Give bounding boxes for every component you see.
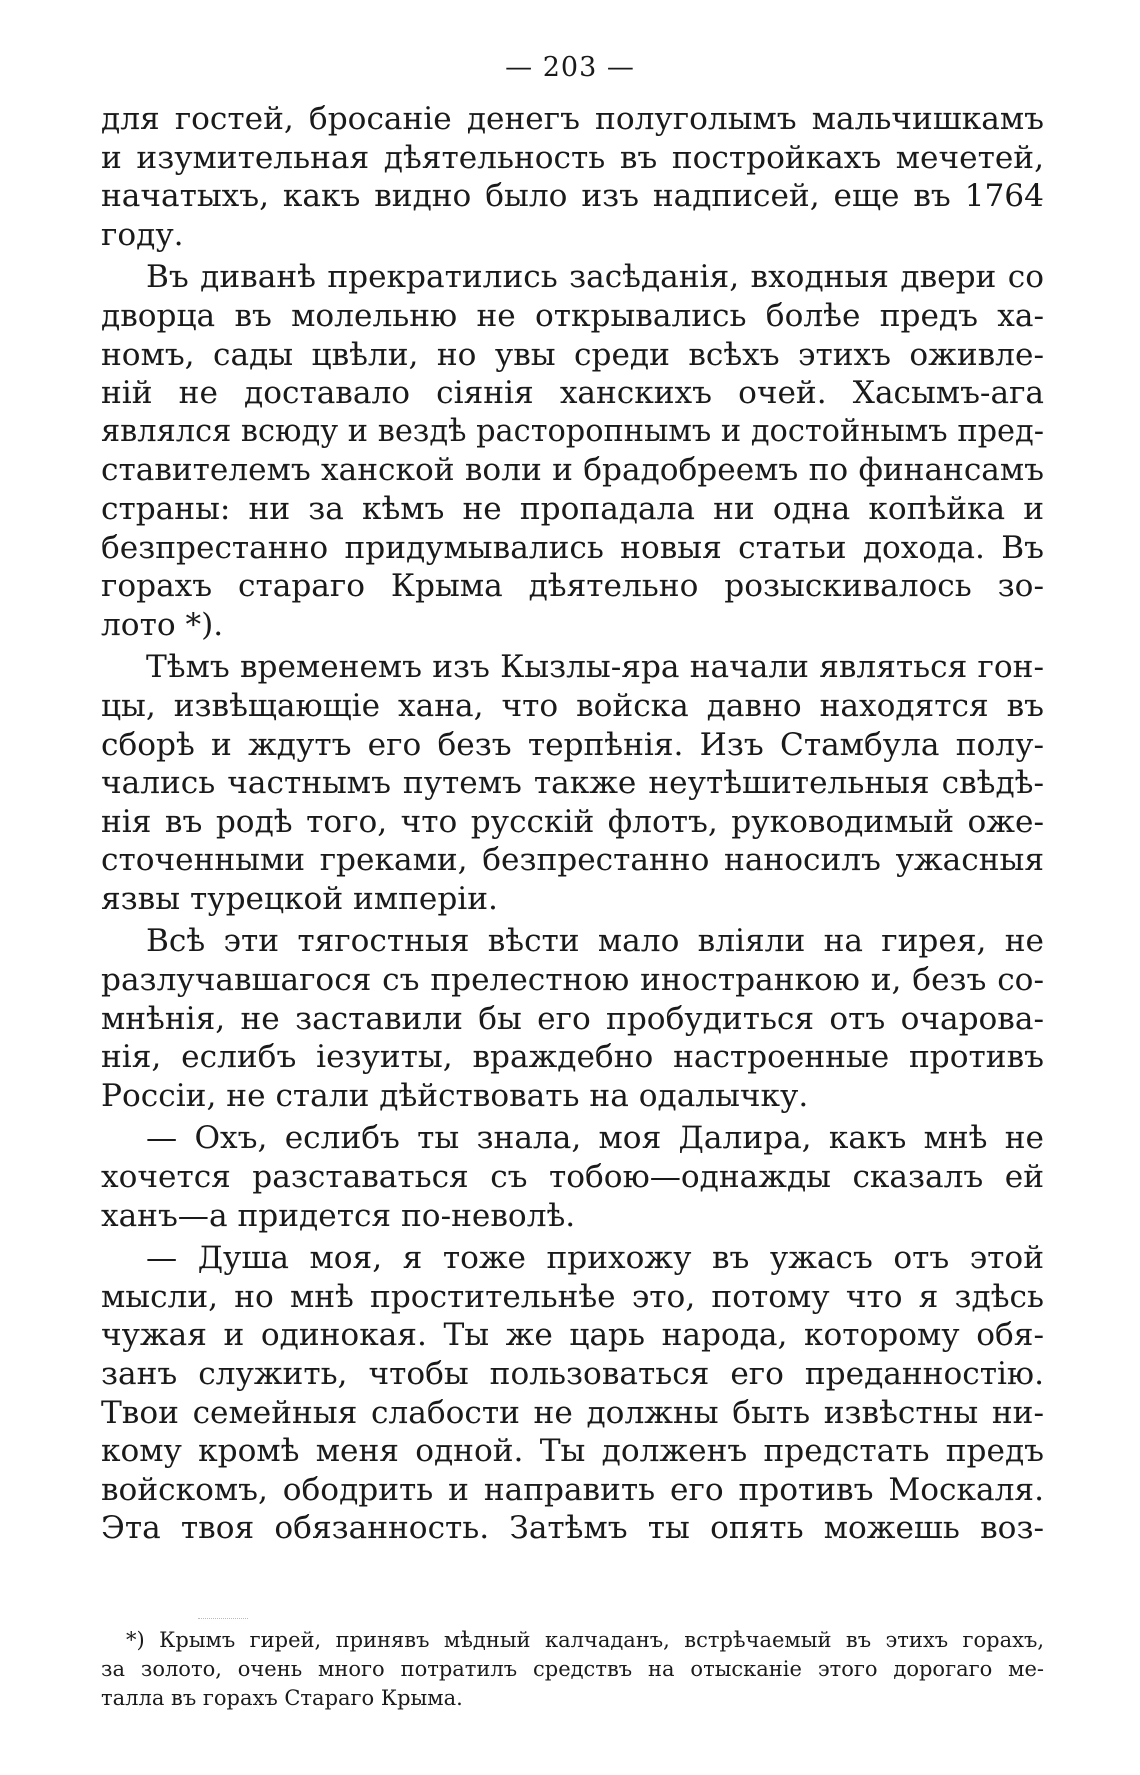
text-line: нія въ родѣ того, что русскій флотъ, руководимый оже-	[101, 803, 1044, 840]
paragraph-2	[101, 258, 1044, 644]
text-line: нія, еслибъ іезуиты, враждебно настроенные противъ	[101, 1039, 1044, 1076]
text-line: хочется разставаться съ тобою—однажды сказалъ ей	[101, 1159, 1044, 1196]
text-line: войскомъ, ободрить и направить его противъ Москаля.	[101, 1471, 1044, 1508]
text-line: страны: ни за кѣмъ не пропадала ни одна копѣйка и	[101, 490, 1044, 527]
text-line: язвы турецкой имперіи.	[101, 880, 498, 917]
text-line: чужая и одинокая. Ты же царь народа, которому обя-	[101, 1317, 1044, 1354]
text-line: — Душа моя, я тоже прихожу въ ужасъ отъ этой	[146, 1240, 1044, 1277]
text-line: сборѣ и ждутъ его безъ терпѣнія. Изъ Стамбула полу-	[101, 726, 1044, 763]
text-line: Всѣ эти тягостныя вѣсти мало вліяли на гирея, не	[146, 923, 1044, 960]
text-line: для гостей, бросаніе денегъ полуголымъ мальчишкамъ	[101, 101, 1044, 137]
text-line: дворца въ молельню не открывались болѣе предъ ха-	[101, 297, 1044, 334]
text-line: Эта твоя обязанность. Затѣмъ ты опять можешь воз-	[101, 1510, 1044, 1547]
text-line: начатыхъ, какъ видно было изъ надписей, еще въ 1764	[101, 178, 1044, 215]
footnote-line: талла въ горахъ Стараго Крыма.	[101, 1686, 463, 1710]
text-line: году.	[101, 216, 184, 253]
text-line: кому кромѣ меня одной. Ты долженъ предстать предъ	[101, 1433, 1044, 1470]
text-line: мнѣнія, не заставили бы его пробудиться отъ очарова-	[101, 1000, 1044, 1037]
paragraph-1	[101, 100, 1044, 254]
footnote-separator	[198, 1618, 248, 1619]
text-line: чались частнымъ путемъ также неутѣшительныя свѣдѣ-	[101, 765, 1044, 802]
text-line: горахъ стараго Крыма дѣятельно розыскивалось зо-	[101, 568, 1044, 605]
page-number: — 203 —	[505, 52, 635, 83]
paragraph-4	[101, 922, 1044, 1115]
text-line: мысли, но мнѣ простительнѣе это, потому что я здѣсь	[101, 1278, 1044, 1315]
text-line: ханъ—а придется по-неволѣ.	[101, 1197, 576, 1234]
text-line: Тѣмъ временемъ изъ Кызлы-яра начали являться гон-	[146, 649, 1044, 686]
text-line: лото *).	[101, 606, 224, 643]
text-line: номъ, сады цвѣли, но увы среди всѣхъ этихъ оживле-	[101, 336, 1044, 373]
text-line: Твои семейныя слабости не должны быть извѣстны ни-	[101, 1394, 1044, 1431]
text-line: Россіи, не стали дѣйствовать на одалычку.	[101, 1077, 809, 1114]
text-line: безпрестанно придумывались новыя статьи дохода. Въ	[101, 529, 1044, 566]
paragraph-5	[101, 1119, 1044, 1235]
text-line: занъ служить, чтобы пользоваться его преданностію.	[101, 1356, 1044, 1392]
text-line: и изумительная дѣятельность въ постройкахъ мечетей,	[101, 139, 1044, 176]
footnote	[101, 1626, 1044, 1713]
text-line: цы, извѣщающіе хана, что войска давно находятся въ	[101, 687, 1044, 724]
paragraph-3	[101, 648, 1044, 918]
text-line: сточенными греками, безпрестанно наносилъ ужасныя	[101, 842, 1044, 879]
text-line: — Охъ, еслибъ ты знала, моя Далира, какъ мнѣ не	[146, 1120, 1044, 1157]
text-line: являлся всюду и вездѣ расторопнымъ и достойнымъ пред-	[101, 413, 1044, 449]
text-line: Въ диванѣ прекратились засѣданія, входныя двери со	[146, 259, 1044, 296]
footnote-line: *) Крымъ гирей, принявъ мѣдный калчаданъ, встрѣчаемый въ этихъ горахъ,	[126, 1628, 1044, 1652]
text-line: разлучавшагося съ прелестною иностранкою и, безъ со-	[101, 962, 1044, 999]
body-text	[101, 100, 1044, 1552]
text-line: ставителемъ ханской воли и брадобреемъ по финансамъ	[101, 452, 1044, 489]
footnote-line: за золото, очень много потратилъ средствъ на отысканіе этого дорогаго ме-	[101, 1657, 1044, 1681]
paragraph-6	[101, 1239, 1044, 1548]
text-line: ній не доставало сіянія ханскихъ очей. Хасымъ-ага	[101, 375, 1044, 412]
